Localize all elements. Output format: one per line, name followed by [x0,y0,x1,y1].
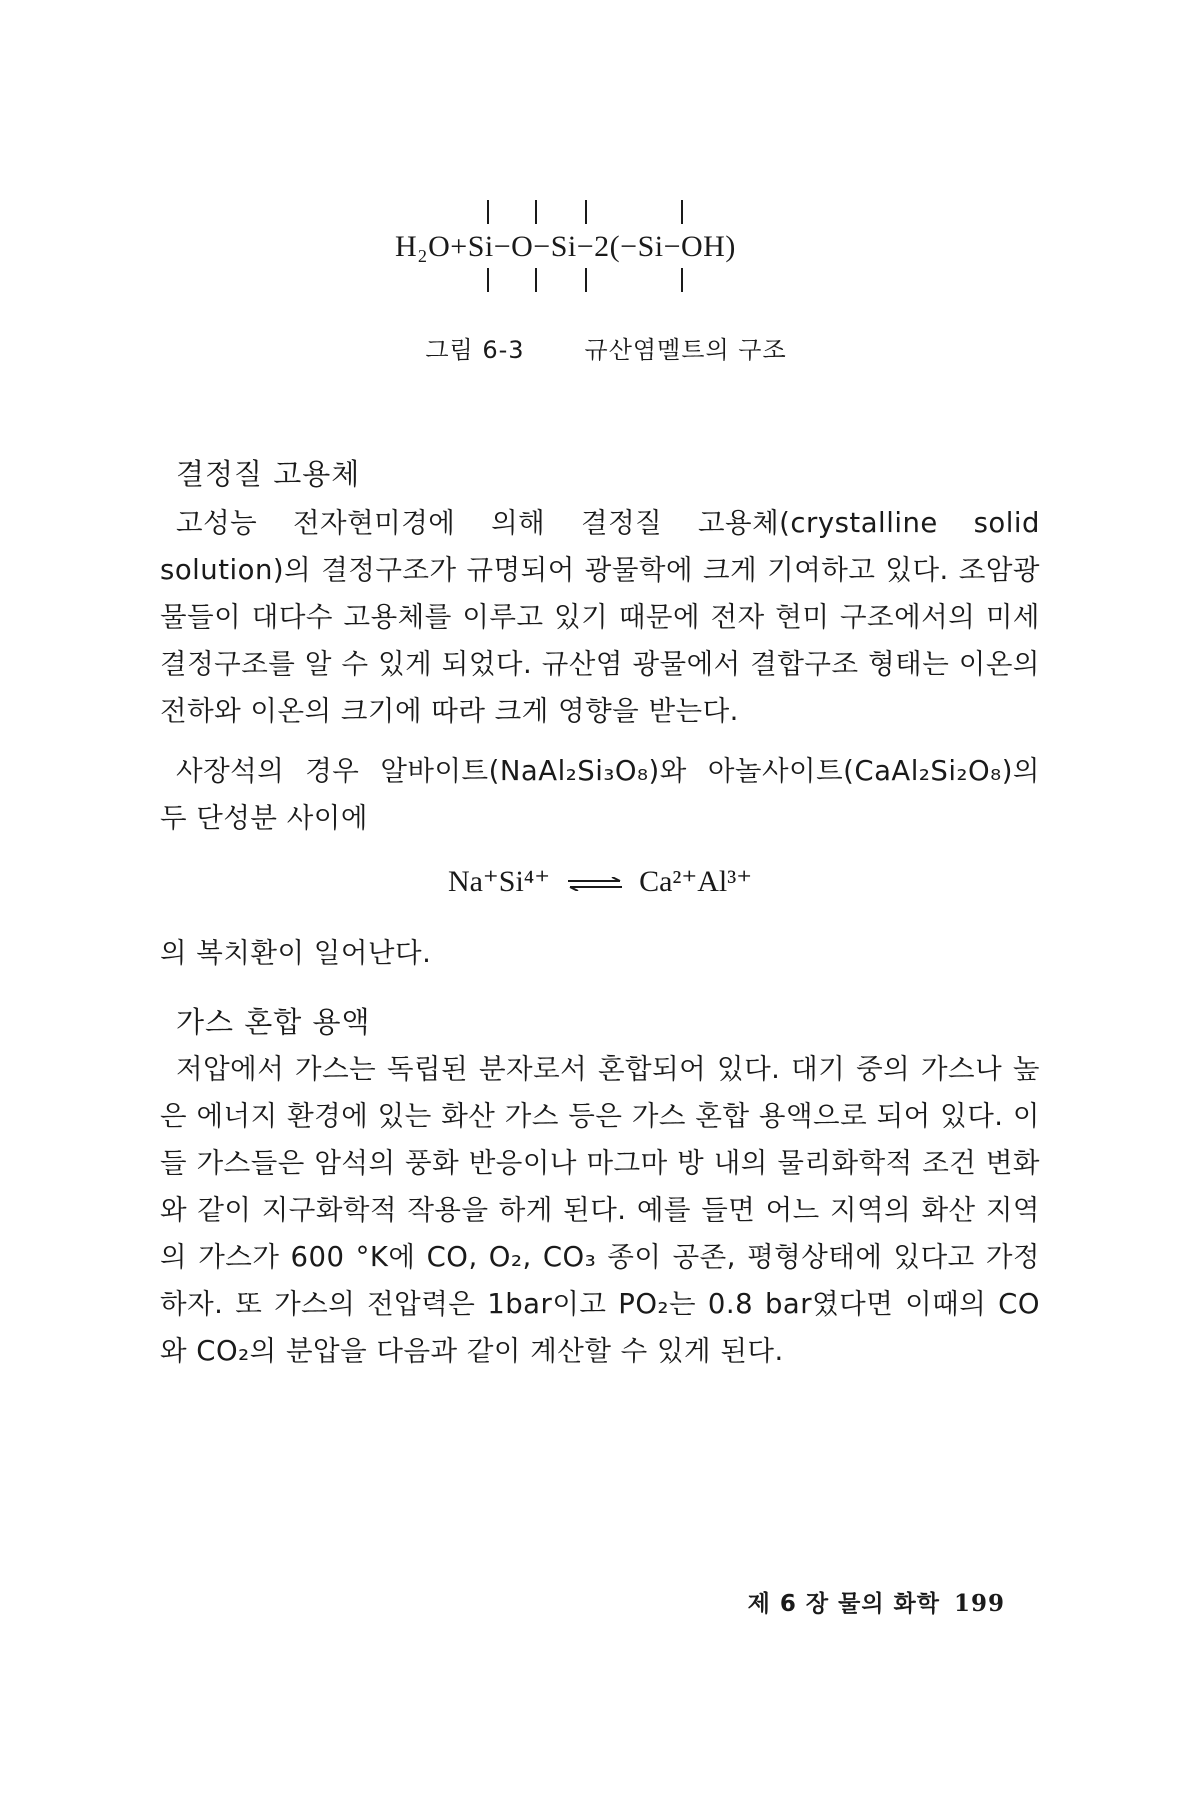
equilibrium-arrow-icon [566,877,624,891]
equation-left: Na⁺Si⁴⁺ [447,865,551,898]
figure-title: 규산염멜트의 구조 [584,336,787,364]
bond-line [487,200,489,224]
paragraph-crystalline-structure: 고성능 전자현미경에 의해 결정질 고용체(crystalline solid solution)의 결정구조가 규명되어 광물학에 크게 기여하고 있다. 조암광물들이 대다수 고용체를 이루고 있기 때문에 전자 현미 구조에서의 미세 결정구조를 알 수 있게 되었다. 규산염 광물에서 결합구조 형태는 이온의 전하와 이온의 크기에 따라 크게 영향을 받는다. [160,507,1041,727]
bond-line [487,268,489,292]
paragraph-substitution: 의 복치환이 일어난다. [160,937,432,969]
formula-text: H₂O+Si−O−Si−2(−Si−OH) [395,230,736,263]
structural-formula [0,196,1200,296]
bond-line [681,268,683,292]
bond-line [585,200,587,224]
figure-number: 그림 6-3 [425,336,525,364]
bond-line [585,268,587,292]
equation-right: Ca²⁺Al³⁺ [639,865,753,898]
page-footer [748,1585,1005,1618]
figure-caption [0,330,1200,365]
chapter-title: 제 6 장 물의 화학 [747,1591,940,1617]
bond-line [535,268,537,292]
bond-line [535,200,537,224]
page-number: 199 [953,1590,1005,1617]
paragraph-plagioclase: 사장석의 경우 알바이트(NaAl₂Si₃O₈)와 아놀사이트(CaAl₂Si₂O₈)의 두 단성분 사이에 [160,755,1040,834]
section-heading-crystalline-solid-solution: 결정질 고용체 [176,457,361,491]
substitution-equation [0,864,1200,899]
section-heading-gas-mixture: 가스 혼합 용액 [176,1005,371,1039]
paragraph-gas-mixture: 저압에서 가스는 독립된 분자로서 혼합되어 있다. 대기 중의 가스나 높은 에너지 환경에 있는 화산 가스 등은 가스 혼합 용액으로 되어 있다. 이들 가스들은 암석의 풍화 반응이나 마그마 방 내의 물리화학적 조건 변화와 같이 지구화학적 작용을 하게 된다. 예를 들면 어느 지역의 화산 지역의 가스가 600 °K에 CO, O₂, CO₃ 종이 공존, 평형상태에 있다고 가정하자. 또 가스의 전압력은 1bar이고 PO₂는 0.8 bar였다면 이때의 CO와 CO₂의 분압을 다음과 같이 계산할 수 있게 된다. [160,1053,1040,1367]
bond-line [681,200,683,224]
